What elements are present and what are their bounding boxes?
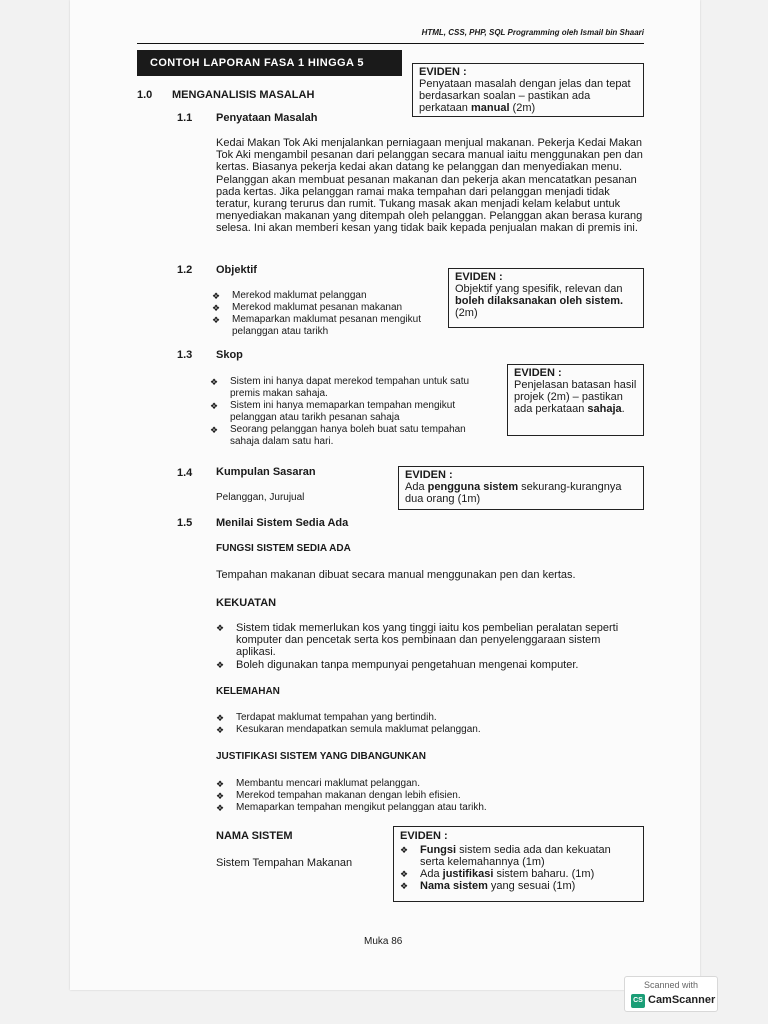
eviden-title: EVIDEN : — [405, 469, 453, 481]
watermark-caption: Scanned with — [643, 980, 699, 990]
eviden-bold: manual — [470, 102, 510, 114]
section-number: 1.0 — [137, 89, 153, 101]
eviden-text: Penyataan masalah dengan jelas dan tepat berdasarkan soalan – pastikan ada perkataan — [419, 78, 631, 114]
kekuatan-heading: KEKUATAN — [216, 597, 277, 609]
subsection-number: 1.2 — [177, 264, 193, 276]
kelemahan-heading: KELEMAHAN — [216, 686, 280, 697]
fungsi-heading: FUNGSI SISTEM SEDIA ADA — [216, 543, 351, 554]
eviden-bold: sahaja — [587, 403, 622, 415]
eviden-text-end: (2m) — [455, 307, 478, 319]
list-item: ❖ Memaparkan tempahan mengikut pelanggan atau tarikh. — [216, 802, 616, 814]
eviden-list — [400, 844, 637, 892]
page-number: Muka 86 — [364, 936, 403, 947]
eviden-bold: justifikasi — [442, 868, 494, 880]
list-item: ❖ Sistem ini hanya dapat merekod tempahan untuk satu premis makan sahaja. — [210, 376, 492, 400]
camscanner-logo-icon: CS — [631, 994, 645, 1008]
eviden-text: Penjelasan batasan hasil projek (2m) – pastikan ada perkataan — [514, 379, 637, 415]
list-item — [400, 844, 637, 868]
eviden-box-2 — [448, 268, 644, 328]
eviden-box-4 — [398, 466, 644, 510]
eviden-text: Ada — [420, 868, 443, 880]
eviden-text-end: (2m) — [509, 102, 536, 114]
report-banner: CONTOH LAPORAN FASA 1 HINGGA 5 — [137, 50, 402, 76]
list-item: ❖ Sistem ini hanya memaparkan tempahan mengikut pelanggan atau tarikh pesanan sahaja — [210, 400, 492, 424]
objective-list — [212, 290, 437, 338]
subsection-title: Objektif — [216, 264, 257, 276]
list-item: ❖ Terdapat maklumat tempahan yang bertindih. — [216, 712, 616, 724]
eviden-text: sistem baharu. (1m) — [493, 868, 595, 880]
list-item: ❖ Memaparkan maklumat pesanan mengikut pelanggan atau tarikh — [212, 314, 437, 338]
eviden-box-3 — [507, 364, 644, 436]
subsection-title: Menilai Sistem Sedia Ada — [216, 517, 349, 529]
eviden-box-5 — [393, 826, 644, 902]
eviden-text: yang sesuai (1m) — [487, 880, 576, 892]
list-item: ❖ Seorang pelanggan hanya boleh buat satu tempahan sahaja dalam satu hari. — [210, 424, 492, 448]
list-item: ❖ Boleh digunakan tanpa mempunyai pengetahuan mengenai komputer. — [216, 659, 636, 671]
nama-text: Sistem Tempahan Makanan — [216, 857, 353, 869]
subsection-number: 1.4 — [177, 467, 193, 479]
eviden-box-1 — [412, 63, 644, 117]
list-item: ❖ Merekod maklumat pesanan makanan — [212, 302, 437, 314]
header-rule — [137, 43, 644, 44]
eviden-title: EVIDEN : — [419, 66, 467, 78]
eviden-text: sistem sedia ada dan kekuatan serta kelemahannya (1m) — [420, 844, 611, 868]
eviden-bold: boleh dilaksanakan oleh sistem. — [455, 295, 624, 307]
kekuatan-list — [216, 622, 636, 671]
justifikasi-heading: JUSTIFIKASI SISTEM YANG DIBANGUNKAN — [216, 751, 427, 762]
page-header: HTML, CSS, PHP, SQL Programming oleh Ismail bin Shaari — [421, 28, 644, 37]
list-item: ❖ Merekod tempahan makanan dengan lebih efisien. — [216, 790, 616, 802]
eviden-bold: pengguna sistem — [427, 481, 519, 493]
nama-heading: NAMA SISTEM — [216, 830, 293, 842]
list-item: ❖ Membantu mencari maklumat pelanggan. — [216, 778, 616, 790]
eviden-text: Ada — [405, 481, 428, 493]
eviden-title: EVIDEN : — [455, 271, 503, 283]
subsection-title: Skop — [216, 349, 243, 361]
list-item — [400, 868, 637, 880]
eviden-title: EVIDEN : — [400, 830, 448, 842]
eviden-bold: Nama sistem — [420, 880, 488, 892]
scope-list — [210, 376, 492, 448]
eviden-title: EVIDEN : — [514, 367, 562, 379]
fungsi-text: Tempahan makanan dibuat secara manual menggunakan pen dan kertas. — [216, 569, 576, 581]
list-item — [400, 880, 637, 892]
subsection-number: 1.5 — [177, 517, 193, 529]
list-item: ❖ Sistem tidak memerlukan kos yang tinggi iaitu kos pembelian peralatan seperti komputer dan pencetak serta kos pembinaan dan penyelenggaraan sistem aplikasi. — [216, 622, 636, 659]
camscanner-watermark — [624, 976, 718, 1012]
list-item: ❖ Merekod maklumat pelanggan — [212, 290, 437, 302]
subsection-title: Penyataan Masalah — [216, 112, 318, 124]
list-item: ❖ Kesukaran mendapatkan semula maklumat pelanggan. — [216, 724, 616, 736]
eviden-text-end: sekurang-kurangnya dua orang (1m) — [405, 481, 622, 505]
eviden-text: Objektif yang spesifik, relevan dan — [455, 283, 623, 295]
target-group: Pelanggan, Jurujual — [216, 492, 305, 503]
watermark-name: CamScanner — [648, 994, 716, 1006]
section-title: MENGANALISIS MASALAH — [172, 89, 315, 101]
subsection-title: Kumpulan Sasaran — [216, 466, 316, 478]
subsection-number: 1.1 — [177, 112, 193, 124]
subsection-number: 1.3 — [177, 349, 193, 361]
problem-statement: Kedai Makan Tok Aki menjalankan perniagaan menjual makanan. Pekerja Kedai Makan Tok Aki mengambil pesanan dari pelanggan secara manual iaitu menggunakan pen dan kertas. Biasanya pekerja kedai akan datang ke pelanggan dan menyediakan menu. Pelanggan akan membuat pesanan makanan dan pekerja akan mencatatkan pesanan pada kertas. Jika pelanggan ramai maka tempahan dari pelanggan menjadi tidak teratur, kurang terurus dan rumit. Tukang masak akan menjadi kelam kelabut untuk menyediakan makanan yang ditempah oleh pelanggan. Pelanggan akan berasa kurang selesa. Ini akan memberi kesan yang tidak baik kepada penjualan makan di premis ini. — [216, 137, 643, 235]
justifikasi-list — [216, 778, 616, 814]
kelemahan-list — [216, 712, 616, 736]
eviden-text-end: . — [621, 403, 625, 415]
eviden-bold: Fungsi — [420, 844, 457, 856]
